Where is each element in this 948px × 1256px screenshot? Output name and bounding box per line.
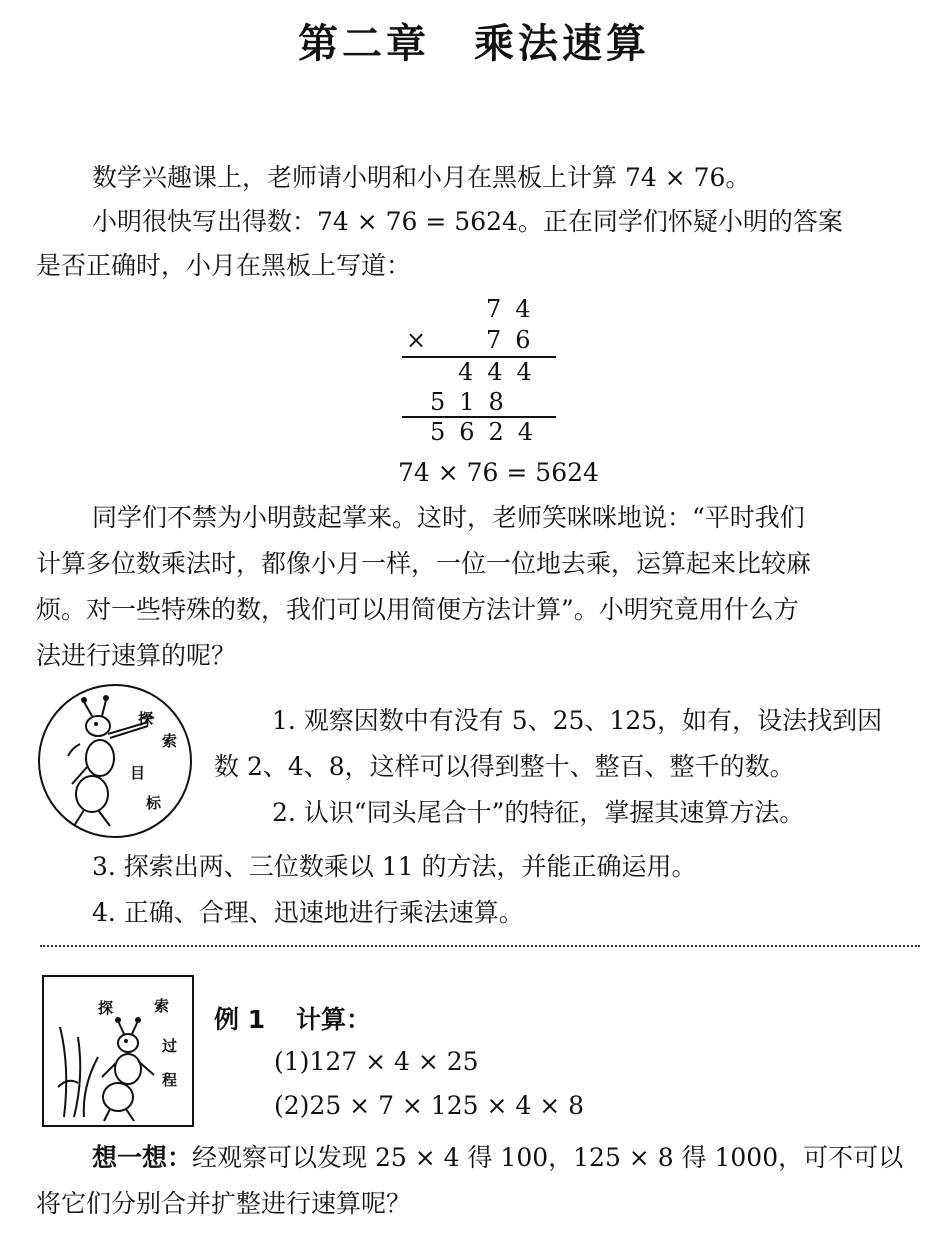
goals-badge-char-3: 目 [130, 764, 146, 782]
intro-paragraph-2-line-1: 小明很快写出得数：74 × 76 = 5624。正在同学们怀疑小明的答案 [92, 207, 843, 236]
calc-partial-2: 518 [430, 388, 518, 416]
think-line-1: 经观察可以发现 25 × 4 得 100，125 × 8 得 1000，可不可以 [192, 1143, 904, 1172]
section-divider [40, 945, 920, 947]
process-badge-char-2: 索 [154, 997, 170, 1015]
goal-2: 2. 认识“同头尾合十”的特征，掌握其速算方法。 [272, 798, 805, 827]
calc-row-2: 76 [486, 326, 545, 354]
goal-1-line-2: 数 2、4、8，这样可以得到整十、整百、整千的数。 [214, 752, 795, 781]
process-badge-char-4: 程 [162, 1071, 178, 1089]
goals-badge-char-1: 探 [138, 710, 154, 728]
process-badge [42, 975, 194, 1127]
think-line-2: 将它们分别合并扩整进行速算呢？ [36, 1189, 412, 1218]
goals-badge [38, 684, 192, 838]
goal-3: 3. 探索出两、三位数乘以 11 的方法，并能正确运用。 [92, 852, 697, 881]
discussion-line-2: 计算多位数乘法时，都像小月一样，一位一位地去乘，运算起来比较麻 [36, 549, 812, 578]
goals-badge-char-4: 标 [146, 794, 162, 812]
goal-4: 4. 正确、合理、迅速地进行乘法速算。 [92, 898, 524, 927]
example-item-2: (2)25 × 7 × 125 × 4 × 8 [274, 1091, 585, 1120]
calc-result: 5624 [430, 418, 548, 446]
example-item-1: (1)127 × 4 × 25 [274, 1047, 479, 1076]
example-instruction: 计算： [296, 1005, 372, 1034]
calc-equation: 74 × 76 = 5624 [398, 458, 599, 487]
example-label: 例 1 [214, 1005, 266, 1034]
goals-badge-char-2: 索 [162, 732, 178, 750]
process-badge-char-1: 探 [98, 999, 114, 1017]
discussion-line-4: 法进行速算的呢？ [36, 641, 237, 670]
discussion-line-1: 同学们不禁为小明鼓起掌来。这时，老师笑咪咪地说：“平时我们 [92, 503, 805, 532]
ant-musician-icon [40, 686, 190, 836]
goal-1-line-1: 1. 观察因数中有没有 5、25、125，如有，设法找到因 [272, 706, 883, 735]
calc-partial-1: 444 [458, 358, 546, 386]
intro-paragraph-2-line-2: 是否正确时，小月在黑板上写道： [36, 251, 412, 280]
process-badge-char-3: 过 [162, 1037, 178, 1055]
think-label: 想一想： [92, 1143, 193, 1172]
chapter-title: 第二章 乘法速算 [298, 21, 650, 67]
calc-row-1: 74 [486, 295, 545, 323]
discussion-line-3: 烦。对一些特殊的数，我们可以用简便方法计算”。小明究竟用什么方 [36, 595, 799, 624]
intro-paragraph-1: 数学兴趣课上，老师请小明和小月在黑板上计算 74 × 76。 [92, 163, 751, 192]
calc-operator: × [406, 326, 441, 354]
